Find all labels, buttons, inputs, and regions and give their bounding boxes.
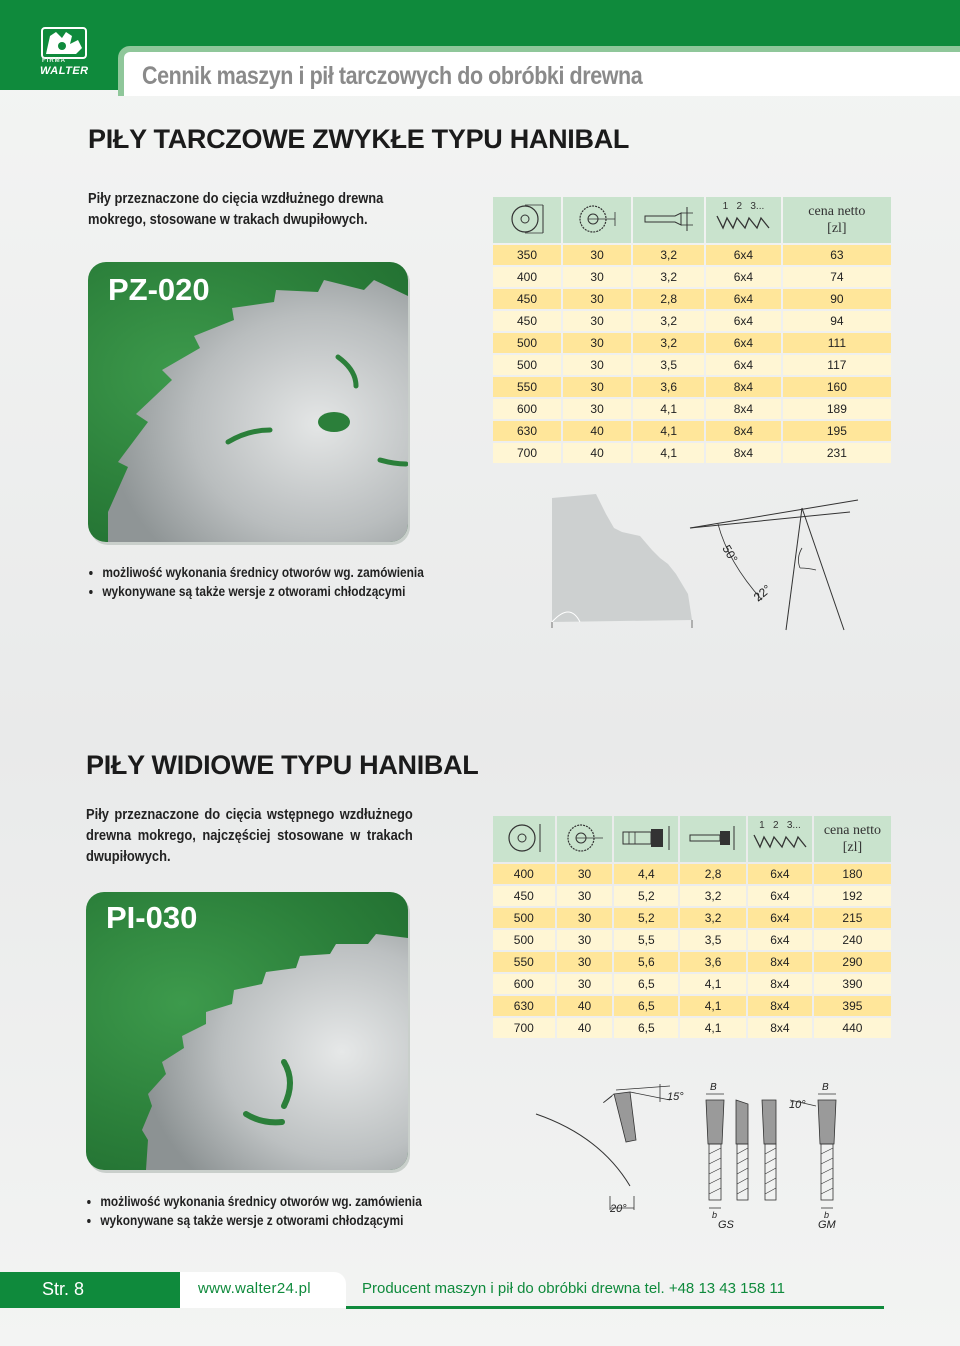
table-row (493, 952, 891, 972)
spec-table-pz020 (491, 195, 893, 465)
table-row (493, 421, 891, 441)
price-header-line1: cena netto (823, 823, 881, 838)
table-cell: 3,2 (633, 267, 704, 287)
table-cell: 400 (493, 864, 555, 884)
table-cell: 30 (563, 267, 631, 287)
footer-tagline: Producent maszyn i pił do obróbki drewna tel. +48 13 43 158 11 (362, 1280, 785, 1297)
section2-bullets (88, 1192, 488, 1230)
tooth-index-label: 1 2 3... (759, 820, 801, 831)
table-cell: 390 (814, 974, 891, 994)
table-cell: 4,1 (680, 1018, 746, 1038)
bore-diameter-icon (563, 821, 607, 855)
table-cell: 350 (493, 245, 561, 265)
table-cell: 4,4 (614, 864, 678, 884)
table-cell: 3,2 (633, 245, 704, 265)
table-cell: 700 (493, 443, 561, 463)
angle-label-22: 22° (750, 581, 774, 605)
table-cell: 500 (493, 333, 561, 353)
page-number: Str. 8 (42, 1279, 85, 1299)
table-cell: 6x4 (706, 311, 781, 331)
section1-description: Piły przeznaczone do cięcia wzdłużnego drewna mokrego, stosowane w trakach dwupiłowych. (88, 190, 384, 228)
table-header-row (493, 816, 891, 862)
table-row (493, 333, 891, 353)
tooth-pattern-icon (752, 831, 808, 851)
diameter-header (493, 816, 555, 862)
table-cell: 215 (814, 908, 891, 928)
label-GS: GS (718, 1219, 734, 1231)
tooth-pattern-header (748, 816, 812, 862)
tooth-pattern-icon (715, 212, 771, 232)
table-cell: 63 (783, 245, 891, 265)
table-row (493, 311, 891, 331)
table-cell: 440 (814, 1018, 891, 1038)
label-b1: b (712, 1210, 718, 1220)
table-cell: 94 (783, 311, 891, 331)
table-cell: 450 (493, 289, 561, 309)
table-cell: 6x4 (706, 333, 781, 353)
logo-firma-text: FIRMA (42, 58, 66, 64)
table-cell: 90 (783, 289, 891, 309)
spec-table-pi030 (491, 814, 893, 1040)
walter-logo-icon (40, 26, 88, 60)
table-cell: 4,1 (680, 974, 746, 994)
table-cell: 630 (493, 996, 555, 1016)
table-cell: 40 (557, 1018, 613, 1038)
table-cell: 117 (783, 355, 891, 375)
table-cell: 500 (493, 908, 555, 928)
table-cell: 40 (563, 443, 631, 463)
table-cell: 4,1 (633, 421, 704, 441)
table-cell: 600 (493, 399, 561, 419)
price-header (814, 816, 891, 862)
label-B2: B (822, 1082, 829, 1093)
table-cell: 30 (557, 952, 613, 972)
label-B1: B (710, 1082, 717, 1093)
table-cell: 6,5 (614, 974, 678, 994)
table-cell: 40 (563, 421, 631, 441)
table-cell: 450 (493, 886, 555, 906)
website-link[interactable]: www.walter24.pl (198, 1280, 311, 1297)
table-cell: 6x4 (748, 930, 812, 950)
table-row (493, 267, 891, 287)
table-cell: 5,2 (614, 886, 678, 906)
table-cell: 30 (557, 908, 613, 928)
table-row (493, 864, 891, 884)
table-cell: 2,8 (680, 864, 746, 884)
table-row (493, 1018, 891, 1038)
table-cell: 400 (493, 267, 561, 287)
table-cell: 30 (563, 333, 631, 353)
table-cell: 8x4 (706, 377, 781, 397)
table-row (493, 245, 891, 265)
table-cell: 180 (814, 864, 891, 884)
table-cell: 3,5 (680, 930, 746, 950)
table-cell: 3,2 (680, 908, 746, 928)
angle-label-15: 15° (667, 1091, 684, 1103)
table-cell: 2,8 (633, 289, 704, 309)
kerf-width-icon (619, 824, 673, 852)
table-cell: 8x4 (706, 399, 781, 419)
table-cell: 4,1 (680, 996, 746, 1016)
list-item: • możliwość wykonania średnicy otworów wg. zamówienia (100, 1192, 487, 1211)
table-cell: 40 (557, 996, 613, 1016)
table-cell: 30 (563, 289, 631, 309)
tooth-geometry-diagram-2 (530, 1076, 870, 1236)
table-cell: 6x4 (748, 864, 812, 884)
footer-rule (346, 1306, 884, 1309)
table-cell: 6,5 (614, 1018, 678, 1038)
table-cell: 3,2 (633, 333, 704, 353)
label-GM: GM (818, 1219, 836, 1231)
table-cell: 550 (493, 952, 555, 972)
table-cell: 395 (814, 996, 891, 1016)
logo-name-text: WALTER (40, 65, 89, 77)
table-cell: 30 (563, 355, 631, 375)
table-body (493, 245, 891, 463)
table-cell: 30 (563, 245, 631, 265)
table-row (493, 974, 891, 994)
table-cell: 3,6 (680, 952, 746, 972)
table-row (493, 289, 891, 309)
table-cell: 30 (557, 974, 613, 994)
table-row (493, 908, 891, 928)
table-cell: 111 (783, 333, 891, 353)
table-cell: 6x4 (706, 289, 781, 309)
table-cell: 450 (493, 311, 561, 331)
table-row (493, 930, 891, 950)
table-cell: 6x4 (706, 245, 781, 265)
table-cell: 600 (493, 974, 555, 994)
table-cell: 5,5 (614, 930, 678, 950)
bore-header (563, 197, 631, 243)
table-cell: 3,2 (633, 311, 704, 331)
header-bar (0, 0, 960, 48)
section2-description: Piły przeznaczone do cięcia wstępnego wzdłużnego drewna mokrego, najczęściej stosowane w trakach dwupiłowych. (86, 806, 413, 865)
table-cell: 5,6 (614, 952, 678, 972)
table-header-row (493, 197, 891, 243)
tooth-index-label: 1 2 3... (722, 201, 765, 212)
table-row (493, 399, 891, 419)
section2-title: PIŁY WIDIOWE TYPU HANIBAL (86, 750, 479, 780)
table-cell: 6x4 (748, 886, 812, 906)
table-cell: 30 (557, 864, 613, 884)
table-cell: 8x4 (706, 421, 781, 441)
blade-diameter-icon (504, 821, 544, 855)
tooth-thickness-icon (641, 205, 697, 233)
table-cell: 500 (493, 930, 555, 950)
diameter-header (493, 197, 561, 243)
table-cell: 6x4 (706, 267, 781, 287)
footer-page-block (0, 1272, 198, 1308)
table-cell: 3,5 (633, 355, 704, 375)
price-header-line2: [zl] (827, 221, 847, 236)
table-cell: 8x4 (748, 974, 812, 994)
list-item: • wykonywane są także wersje z otworami chłodzącymi (100, 1211, 487, 1230)
table-cell: 290 (814, 952, 891, 972)
price-header-line1: cena netto (808, 204, 866, 219)
table-cell: 231 (783, 443, 891, 463)
angle-label-50: 50° (719, 542, 741, 566)
kerf-width-header (614, 816, 678, 862)
page-title: Cennik maszyn i pił tarczowych do obróbki drewna (142, 62, 643, 90)
table-cell: 4,1 (633, 399, 704, 419)
table-cell: 30 (557, 886, 613, 906)
product-code-pz020: PZ-020 (108, 272, 210, 307)
table-cell: 8x4 (706, 443, 781, 463)
table-cell: 3,2 (680, 886, 746, 906)
table-row (493, 377, 891, 397)
table-row (493, 886, 891, 906)
table-cell: 6,5 (614, 996, 678, 1016)
table-cell: 500 (493, 355, 561, 375)
table-cell: 30 (563, 311, 631, 331)
product-code-pi030: PI-030 (106, 900, 198, 935)
table-cell: 3,6 (633, 377, 704, 397)
table-cell: 5,2 (614, 908, 678, 928)
price-header-line2: [zl] (842, 840, 863, 855)
table-cell: 8x4 (748, 1018, 812, 1038)
label-b2: b (824, 1210, 830, 1220)
table-cell: 6x4 (748, 908, 812, 928)
table-row (493, 443, 891, 463)
tooth-pattern-header (706, 197, 781, 243)
table-cell: 189 (783, 399, 891, 419)
table-cell: 6x4 (706, 355, 781, 375)
body-thickness-icon (686, 824, 740, 852)
blade-diameter-icon (507, 202, 547, 236)
table-cell: 160 (783, 377, 891, 397)
thickness-header (633, 197, 704, 243)
price-header (783, 197, 891, 243)
table-cell: 30 (563, 377, 631, 397)
angle-label-10: 10° (789, 1099, 806, 1111)
table-row (493, 996, 891, 1016)
table-cell: 700 (493, 1018, 555, 1038)
section1-bullets (90, 563, 490, 601)
table-cell: 630 (493, 421, 561, 441)
bore-diameter-icon (575, 202, 619, 236)
table-cell: 74 (783, 267, 891, 287)
table-body (493, 864, 891, 1038)
table-cell: 192 (814, 886, 891, 906)
list-item: • możliwość wykonania średnicy otworów wg. zamówienia (102, 563, 489, 582)
table-cell: 240 (814, 930, 891, 950)
table-row (493, 355, 891, 375)
table-cell: 30 (563, 399, 631, 419)
table-cell: 30 (557, 930, 613, 950)
body-thickness-header (680, 816, 746, 862)
table-cell: 550 (493, 377, 561, 397)
list-item: • wykonywane są także wersje z otworami chłodzącymi (102, 582, 489, 601)
table-cell: 8x4 (748, 996, 812, 1016)
table-cell: 8x4 (748, 952, 812, 972)
table-cell: 4,1 (633, 443, 704, 463)
section1-title: PIŁY TARCZOWE ZWYKŁE TYPU HANIBAL (88, 124, 630, 154)
bore-header (557, 816, 613, 862)
table-cell: 195 (783, 421, 891, 441)
tooth-geometry-diagram-1 (540, 490, 870, 635)
angle-label-20: 20° (610, 1203, 627, 1215)
